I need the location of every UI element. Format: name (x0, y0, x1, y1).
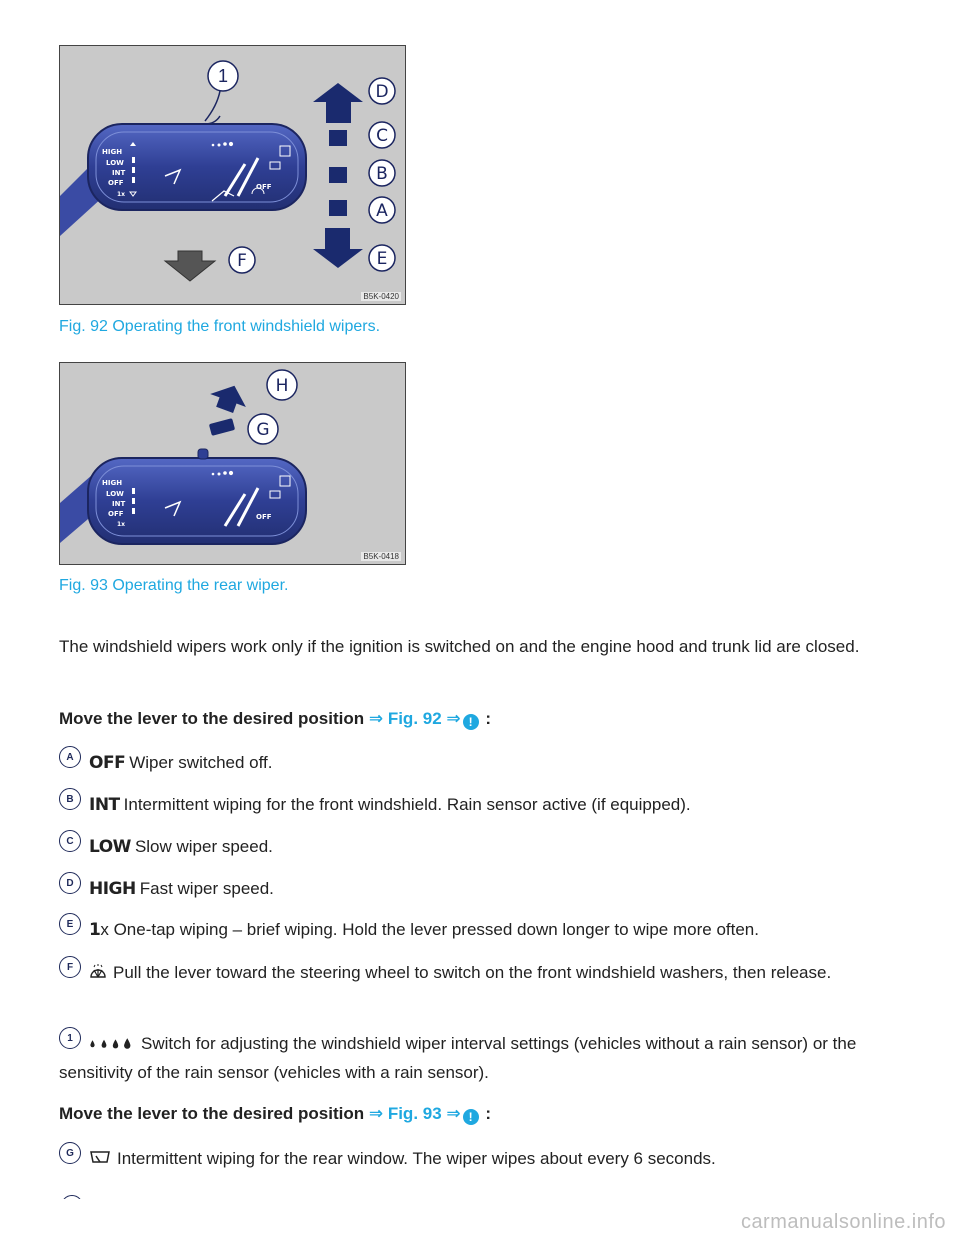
figure-code: B5K-0420 (363, 292, 399, 301)
label-off: OFF (108, 179, 124, 187)
int-symbol-icon: INT (89, 795, 120, 815)
warning-icon[interactable]: ! (463, 714, 479, 730)
label-high: HIGH (102, 148, 123, 156)
label-int: INT (112, 169, 126, 177)
list-item-b (59, 788, 899, 820)
svg-text:E: E (376, 249, 388, 269)
item-text: Slow wiper speed. (134, 837, 273, 856)
figure-93-caption: Fig. 93 Operating the rear wiper. (59, 577, 289, 594)
heading-text: Move the lever to the desired position (59, 1104, 365, 1123)
badge-a: A (59, 746, 81, 768)
figure-92 (59, 45, 406, 305)
label-low: LOW (106, 490, 124, 498)
badge-d: D (59, 872, 81, 894)
heading-text: Move the lever to the desired position (59, 709, 365, 728)
badge-1: 1 (59, 1027, 81, 1049)
figure-code: B5K-0418 (363, 552, 399, 561)
svg-text:B: B (376, 164, 388, 184)
svg-text:D: D (375, 82, 389, 102)
list-item-e (59, 913, 899, 945)
item-text: Intermittent wiping for the rear window. The wiper wipes about every 6 seconds. (117, 1149, 716, 1168)
interval-drops-icon (89, 1034, 137, 1052)
section-heading-front (59, 709, 491, 730)
figure-92-link[interactable]: ⇒ Fig. 92 ⇒ (368, 709, 461, 728)
item-text: Switch for adjusting the windshield wiper interval settings (vehicles without a rain sensor) or the sensitivity of the rain sensor (vehicles with a rain sensor). (59, 1034, 857, 1082)
warning-icon[interactable]: ! (463, 1109, 479, 1125)
item-text: Fast wiper speed. (139, 879, 274, 898)
arrow-down-icon (313, 228, 363, 268)
figure-92-caption: Fig. 92 Operating the front windshield wipers. (59, 318, 381, 335)
off-symbol-icon: OFF (89, 753, 126, 773)
svg-text:A: A (376, 201, 388, 221)
item-text: Intermittent wiping for the front windshield. Rain sensor active (if equipped). (123, 795, 691, 814)
label-off-small: OFF (256, 183, 272, 191)
svg-text:1: 1 (217, 66, 229, 86)
list-item-1 (59, 1027, 899, 1087)
svg-text:F: F (237, 251, 247, 271)
badge-e: E (59, 913, 81, 935)
position-square-b (329, 167, 347, 183)
list-item-d (59, 872, 899, 904)
item-text: Pull the lever toward the steering wheel to switch on the front windshield washers, then release. (113, 963, 832, 982)
item-text: Wiper switched off. (129, 753, 273, 772)
position-bar-g (209, 418, 235, 436)
label-high: HIGH (102, 479, 123, 487)
badge-f: F (59, 956, 81, 978)
list-item-c (59, 830, 899, 862)
list-item-a (59, 746, 899, 778)
position-square-a (329, 200, 347, 216)
section-heading-rear (59, 1104, 491, 1125)
list-item-g (59, 1142, 899, 1173)
heading-suffix: : (485, 709, 492, 728)
badge-partial (61, 1195, 83, 1217)
svg-text:H: H (275, 376, 289, 396)
high-symbol-icon: HIGH (89, 879, 136, 899)
figure-93 (59, 362, 406, 565)
heading-suffix: : (485, 1104, 492, 1123)
watermark: carmanualsonline.info (740, 1211, 946, 1233)
badge-c: C (59, 830, 81, 852)
label-1x: 1x (117, 191, 126, 198)
rear-window-wiper-icon (89, 1150, 111, 1166)
arrow-push-icon (207, 379, 252, 416)
badge-b: B (59, 788, 81, 810)
svg-text:C: C (376, 126, 388, 146)
label-int: INT (112, 500, 126, 508)
one-tap-symbol-icon: 1 (89, 920, 101, 940)
arrow-pull-icon (165, 251, 215, 281)
position-square-c (329, 130, 347, 146)
badge-g: G (59, 1142, 81, 1164)
figure-93-link[interactable]: ⇒ Fig. 93 ⇒ (368, 1104, 461, 1123)
washer-icon (89, 964, 107, 980)
front-wiper-diagram (60, 46, 405, 304)
label-low: LOW (106, 159, 124, 167)
arrow-up-icon (313, 83, 363, 123)
intro-paragraph: The windshield wipers work only if the ignition is switched on and the engine hood and trunk lid are closed. (59, 637, 860, 656)
label-1x: 1x (117, 521, 126, 528)
rear-wiper-diagram (60, 363, 405, 564)
label-off: OFF (108, 510, 124, 518)
low-symbol-icon: LOW (89, 837, 131, 857)
svg-text:G: G (256, 420, 270, 440)
label-off-small: OFF (256, 513, 272, 521)
item-text: x One-tap wiping – brief wiping. Hold the lever pressed down longer to wipe more often. (100, 920, 759, 939)
list-item-f (59, 956, 899, 987)
